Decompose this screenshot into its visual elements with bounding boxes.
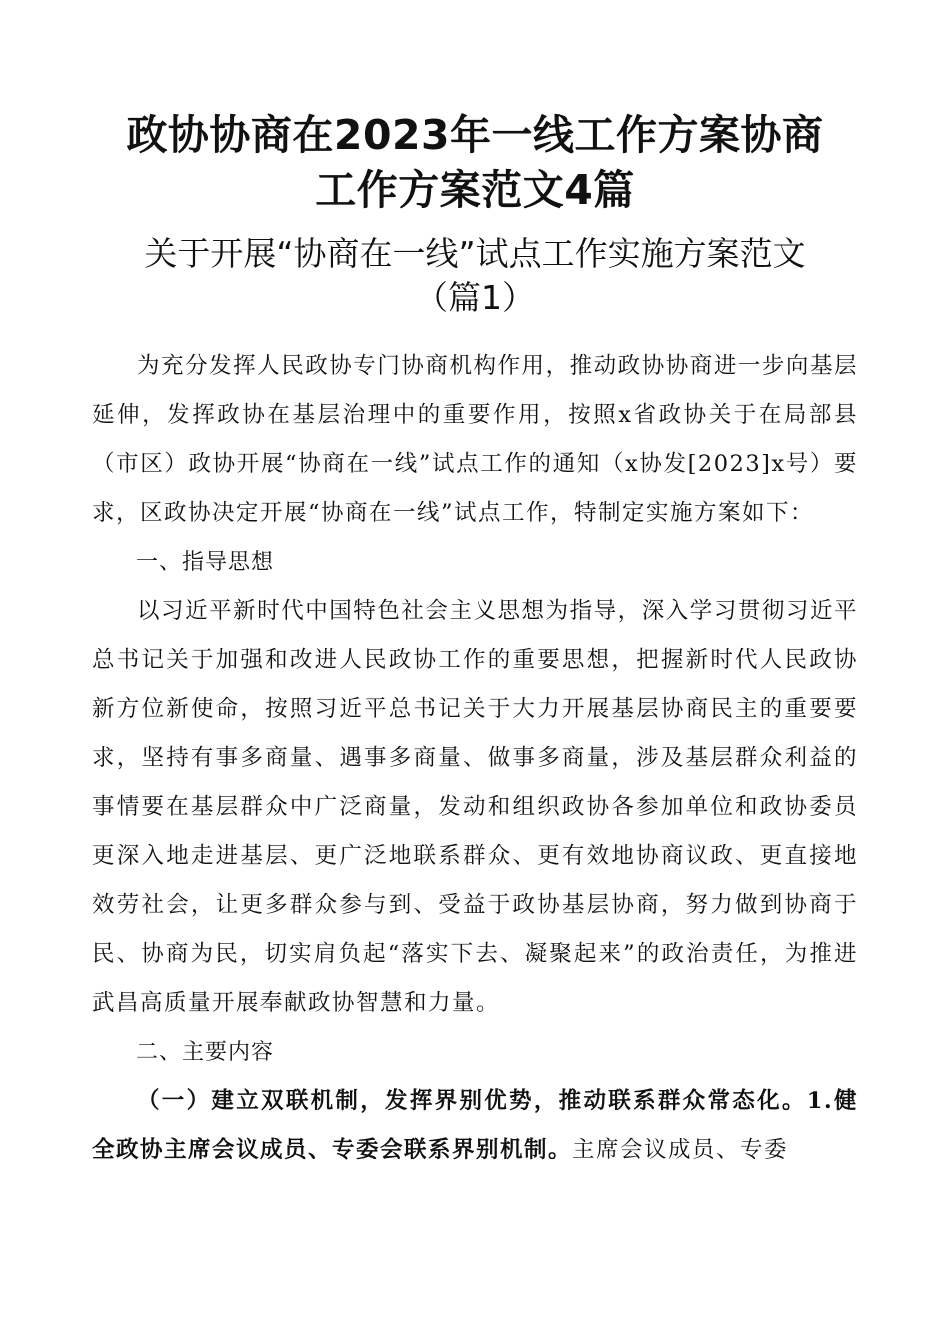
section-1-heading: 一、指导思想 [136, 550, 275, 575]
section-2-regular-text: 主席会议成员、专委 [572, 1137, 789, 1163]
document-subtitle [92, 232, 858, 320]
document-subtitle-line-1: 关于开展“协商在一线”试点工作实施方案范文 [144, 234, 806, 273]
section-2-bold-text: （一）建立双联机制，发挥界别优势，推动联系群众常态化。1.健全政协主席会议成员、专委会联系界别机制。 [92, 1088, 858, 1163]
document-subtitle-line-2: （篇1） [415, 278, 535, 317]
document-body [92, 342, 858, 1175]
section-2-heading: 二、主要内容 [136, 1040, 275, 1065]
document-title-line-2: 工作方案范文4篇 [315, 166, 635, 214]
section-2-paragraph [92, 1077, 858, 1175]
document-title-line-1: 政协协商在2023年一线工作方案协商 [126, 111, 824, 159]
document-title [92, 108, 858, 218]
section-1-paragraph: 以习近平新时代中国特色社会主义思想为指导，深入学习贯彻习近平总书记关于加强和改进人民政协工作的重要思想，把握新时代人民政协新方位新使命，按照习近平总书记关于大力开展基层协商民主的重要要求，坚持有事多商量、遇事多商量、做事多商量，涉及基层群众利益的事情要在基层群众中广泛商量，发动和组织政协各参加单位和政协委员更深入地走进基层、更广泛地联系群众、更有效地协商议政、更直接地效劳社会，让更多群众参与到、受益于政协基层协商，努力做到协商于民、协商为民，切实肩负起“落实下去、凝聚起来”的政治责任，为推进武昌高质量开展奉献政协智慧和力量。 [92, 598, 858, 1016]
intro-paragraph: 为充分发挥人民政协专门协商机构作用，推动政协协商进一步向基层延伸，发挥政协在基层治理中的重要作用，按照x省政协关于在局部县（市区）政协开展“协商在一线”试点工作的通知（x协发[2023]x号）要求，区政协决定开展“协商在一线”试点工作，特制定实施方案如下： [92, 353, 858, 526]
